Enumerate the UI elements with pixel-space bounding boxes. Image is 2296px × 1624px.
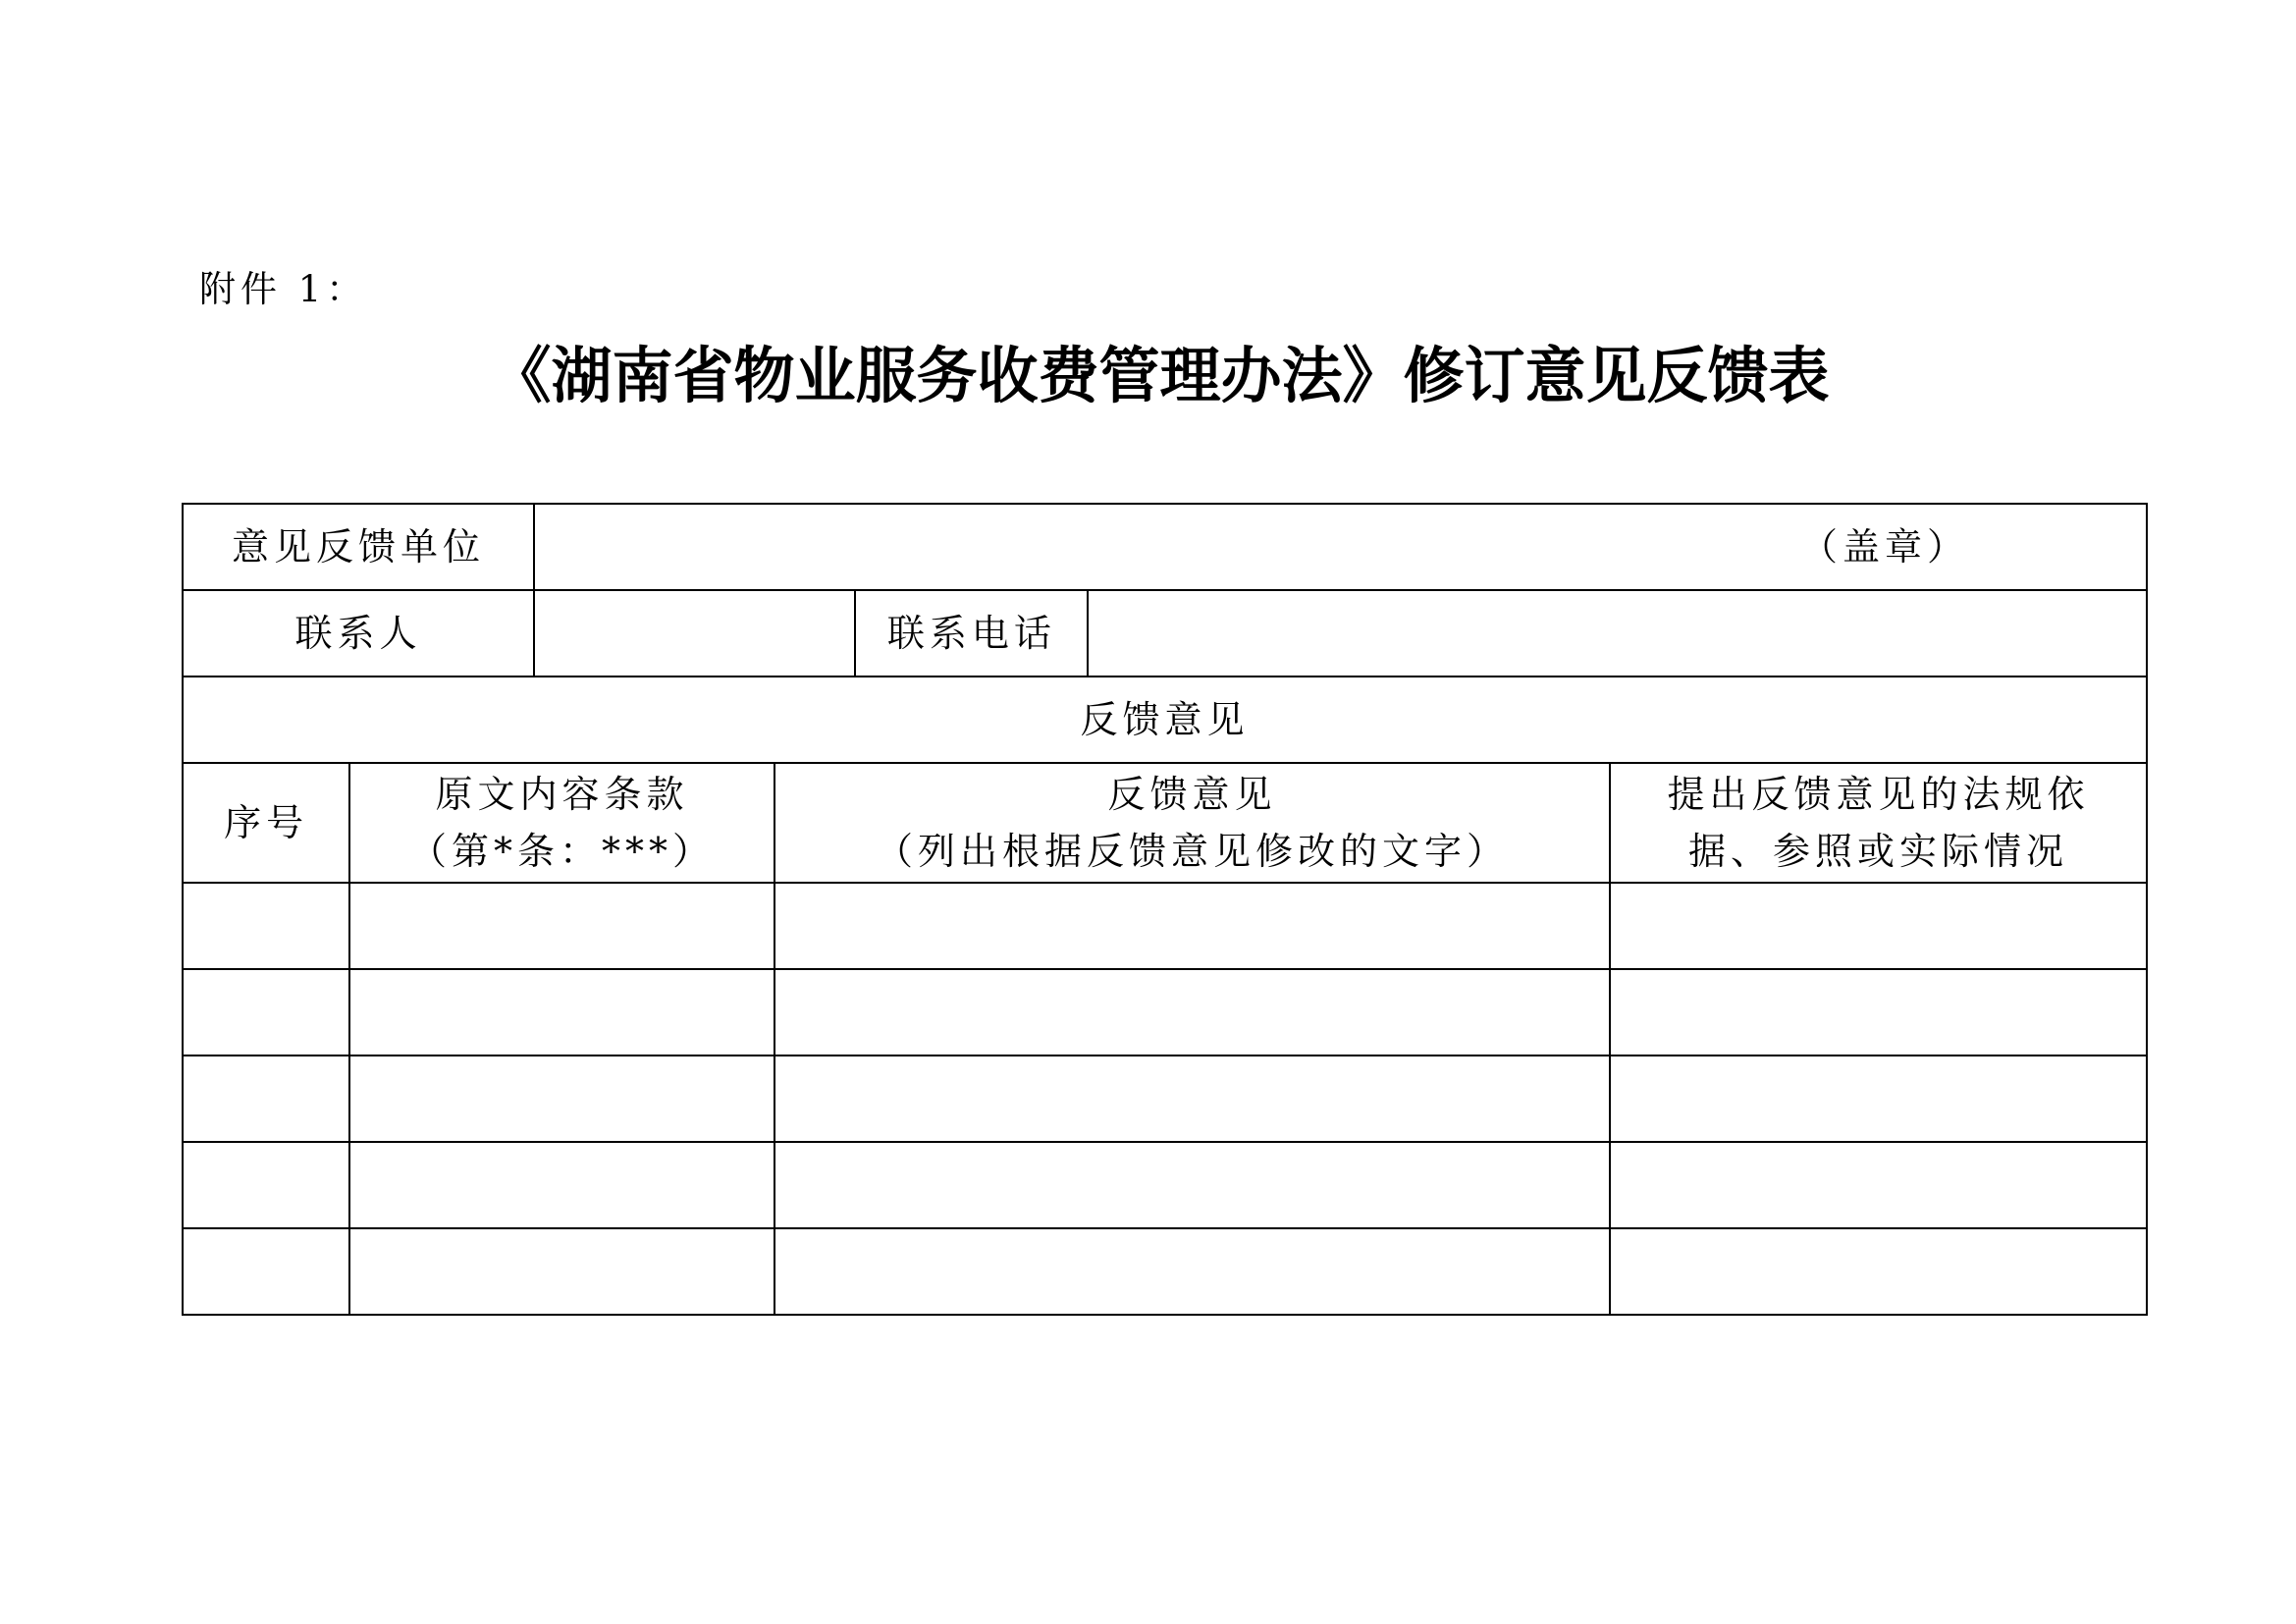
- cell-feedback[interactable]: [774, 1228, 1610, 1315]
- cell-basis[interactable]: [1610, 969, 2147, 1056]
- col-header-basis-line1: 提出反馈意见的法规依: [1667, 773, 2090, 816]
- table-row: [183, 1056, 2147, 1142]
- unit-row: [183, 504, 2147, 590]
- contact-field[interactable]: [534, 590, 855, 677]
- cell-basis[interactable]: [1610, 1142, 2147, 1228]
- section-header: 反馈意见: [183, 677, 2147, 763]
- table-row: [183, 969, 2147, 1056]
- section-header-row: [183, 677, 2147, 763]
- cell-original[interactable]: [349, 883, 774, 969]
- cell-original[interactable]: [349, 1228, 774, 1315]
- col-header-basis: [1610, 763, 2147, 883]
- cell-index[interactable]: [183, 883, 349, 969]
- cell-index[interactable]: [183, 969, 349, 1056]
- cell-feedback[interactable]: [774, 883, 1610, 969]
- attachment-label: 附件 1：: [199, 268, 368, 310]
- col-header-feedback-line2: （列出根据反馈意见修改的文字）: [875, 830, 1509, 873]
- col-header-feedback: [774, 763, 1610, 883]
- contact-label: 联系人: [183, 590, 534, 677]
- cell-index[interactable]: [183, 1056, 349, 1142]
- contact-row: [183, 590, 2147, 677]
- table-row: [183, 1142, 2147, 1228]
- cell-index[interactable]: [183, 1228, 349, 1315]
- cell-feedback[interactable]: [774, 1056, 1610, 1142]
- table-row: [183, 1228, 2147, 1315]
- column-header-row: [183, 763, 2147, 883]
- col-header-original-line1: 原文内容条款: [435, 773, 689, 816]
- cell-basis[interactable]: [1610, 883, 2147, 969]
- phone-field[interactable]: [1088, 590, 2147, 677]
- col-header-index: 序号: [183, 763, 349, 883]
- unit-label: 意见反馈单位: [183, 504, 534, 590]
- col-header-feedback-line1: 反馈意见: [1107, 773, 1277, 816]
- cell-basis[interactable]: [1610, 1228, 2147, 1315]
- cell-basis[interactable]: [1610, 1056, 2147, 1142]
- table-row: [183, 883, 2147, 969]
- phone-label: 联系电话: [855, 590, 1088, 677]
- cell-original[interactable]: [349, 969, 774, 1056]
- col-header-basis-line2: 据、参照或实际情况: [1687, 830, 2068, 873]
- col-header-original: [349, 763, 774, 883]
- cell-index[interactable]: [183, 1142, 349, 1228]
- cell-original[interactable]: [349, 1142, 774, 1228]
- cell-feedback[interactable]: [774, 1142, 1610, 1228]
- feedback-form-table: [182, 503, 2148, 1316]
- seal-note: （盖章）: [1799, 525, 1969, 568]
- col-header-original-line2: （第*条：***）: [409, 830, 716, 873]
- cell-original[interactable]: [349, 1056, 774, 1142]
- page-title: 《湖南省物业服务收费管理办法》修订意见反馈表: [490, 340, 1830, 411]
- cell-feedback[interactable]: [774, 969, 1610, 1056]
- unit-field[interactable]: [534, 504, 2147, 590]
